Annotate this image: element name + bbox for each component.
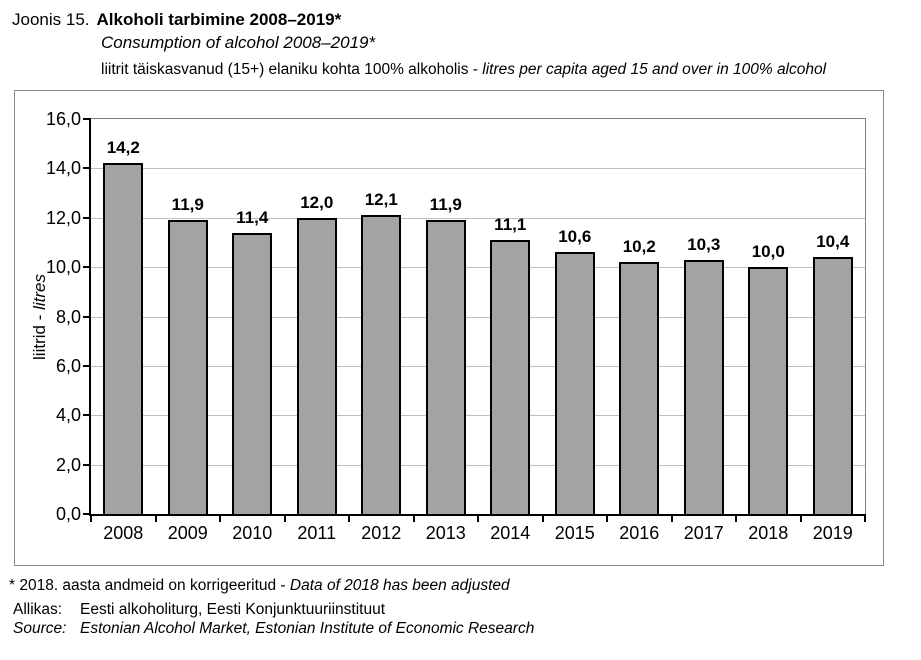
source-row-et xyxy=(13,601,385,619)
x-tick-label: 2011 xyxy=(297,523,337,543)
bar-value-label: 10,3 xyxy=(687,235,721,254)
bar-value-label: 11,9 xyxy=(171,195,204,214)
bar-value-label: 12,0 xyxy=(300,193,334,212)
bar-value-label: 10,0 xyxy=(751,242,785,261)
bar xyxy=(232,233,272,514)
x-tick-label: 2012 xyxy=(361,523,402,543)
unit-line xyxy=(101,61,826,79)
x-tick-label: 2008 xyxy=(103,523,144,543)
x-tick-label: 2009 xyxy=(167,523,208,543)
y-tick-label: 0,0 xyxy=(55,504,81,524)
gridline xyxy=(91,168,865,169)
bar-value-label: 10,2 xyxy=(622,237,656,256)
bar xyxy=(813,257,853,514)
bar xyxy=(103,163,143,514)
y-axis-title-separator: - xyxy=(30,309,49,326)
x-tick-label: 2010 xyxy=(232,523,273,543)
y-tick-label: 14,0 xyxy=(45,158,81,179)
x-tick-label: 2014 xyxy=(490,523,531,543)
plot-border-right xyxy=(865,118,866,515)
unit-label-et: liitrit täiskasvanud (15+) elaniku kohta 100% alkoholis - xyxy=(101,61,483,78)
bar xyxy=(684,260,724,514)
y-tick-label: 10,0 xyxy=(45,257,81,278)
y-tick-label: 4,0 xyxy=(55,405,81,426)
source-label-en: Source: xyxy=(13,620,67,637)
y-axis-tick xyxy=(83,316,90,318)
y-axis-tick xyxy=(83,365,90,367)
bar-value-label: 11,4 xyxy=(236,208,269,227)
chart-frame xyxy=(14,90,884,566)
bar xyxy=(168,220,208,514)
x-tick-label: 2016 xyxy=(619,523,660,543)
source-row-en xyxy=(13,620,534,638)
y-tick-label: 6,0 xyxy=(55,355,81,376)
footnote-en: Data of 2018 has been adjusted xyxy=(289,577,510,594)
y-axis-tick xyxy=(83,266,90,268)
y-axis-tick xyxy=(83,167,90,169)
y-tick-label: 16,0 xyxy=(45,109,81,129)
y-axis-tick xyxy=(83,217,90,219)
footnote xyxy=(9,577,510,595)
bar-value-label: 10,4 xyxy=(816,232,850,251)
source-label-et: Allikas: xyxy=(13,601,63,618)
bar xyxy=(748,267,788,514)
bar xyxy=(361,215,401,514)
bar-value-label: 10,6 xyxy=(558,227,592,246)
y-axis-title-et: liitrid xyxy=(30,325,49,360)
figure-title-en: Consumption of alcohol 2008–2019* xyxy=(101,33,376,52)
bar xyxy=(619,262,659,514)
y-tick-label: 12,0 xyxy=(45,207,81,228)
figure-title-et: Alkoholi tarbimine 2008–2019* xyxy=(96,10,342,29)
bar xyxy=(555,252,595,514)
unit-label-en: litres per capita aged 15 and over in 100% alcohol xyxy=(482,61,827,78)
bar-value-label: 11,1 xyxy=(494,215,527,234)
figure-heading xyxy=(12,10,341,30)
x-tick-label: 2013 xyxy=(425,523,466,543)
figure-number: Joonis 15. xyxy=(12,10,90,29)
y-tick-label: 8,0 xyxy=(55,306,81,327)
bar-value-label: 14,2 xyxy=(106,138,140,157)
source-value-et: Eesti alkoholiturg, Eesti Konjunktuuriinstituut xyxy=(80,601,385,618)
plot-area xyxy=(91,119,865,514)
y-axis-tick xyxy=(83,513,90,515)
y-axis-tick xyxy=(83,118,90,120)
bar xyxy=(426,220,466,514)
y-axis-title-en: litres xyxy=(30,274,49,310)
y-axis-tick xyxy=(83,464,90,466)
bar xyxy=(490,240,530,514)
footnote-et: * 2018. aasta andmeid on korrigeeritud - xyxy=(9,577,290,594)
bar-value-label: 11,9 xyxy=(429,195,462,214)
bar-value-label: 12,1 xyxy=(364,190,398,209)
y-axis-tick xyxy=(83,414,90,416)
source-value-en: Estonian Alcohol Market, Estonian Institute of Economic Research xyxy=(80,620,535,637)
x-tick-label: 2017 xyxy=(683,523,724,543)
x-tick-label: 2015 xyxy=(554,523,595,543)
y-tick-label: 2,0 xyxy=(55,454,81,475)
bar xyxy=(297,218,337,514)
x-tick-label: 2018 xyxy=(748,523,789,543)
x-tick-label: 2019 xyxy=(812,523,853,543)
